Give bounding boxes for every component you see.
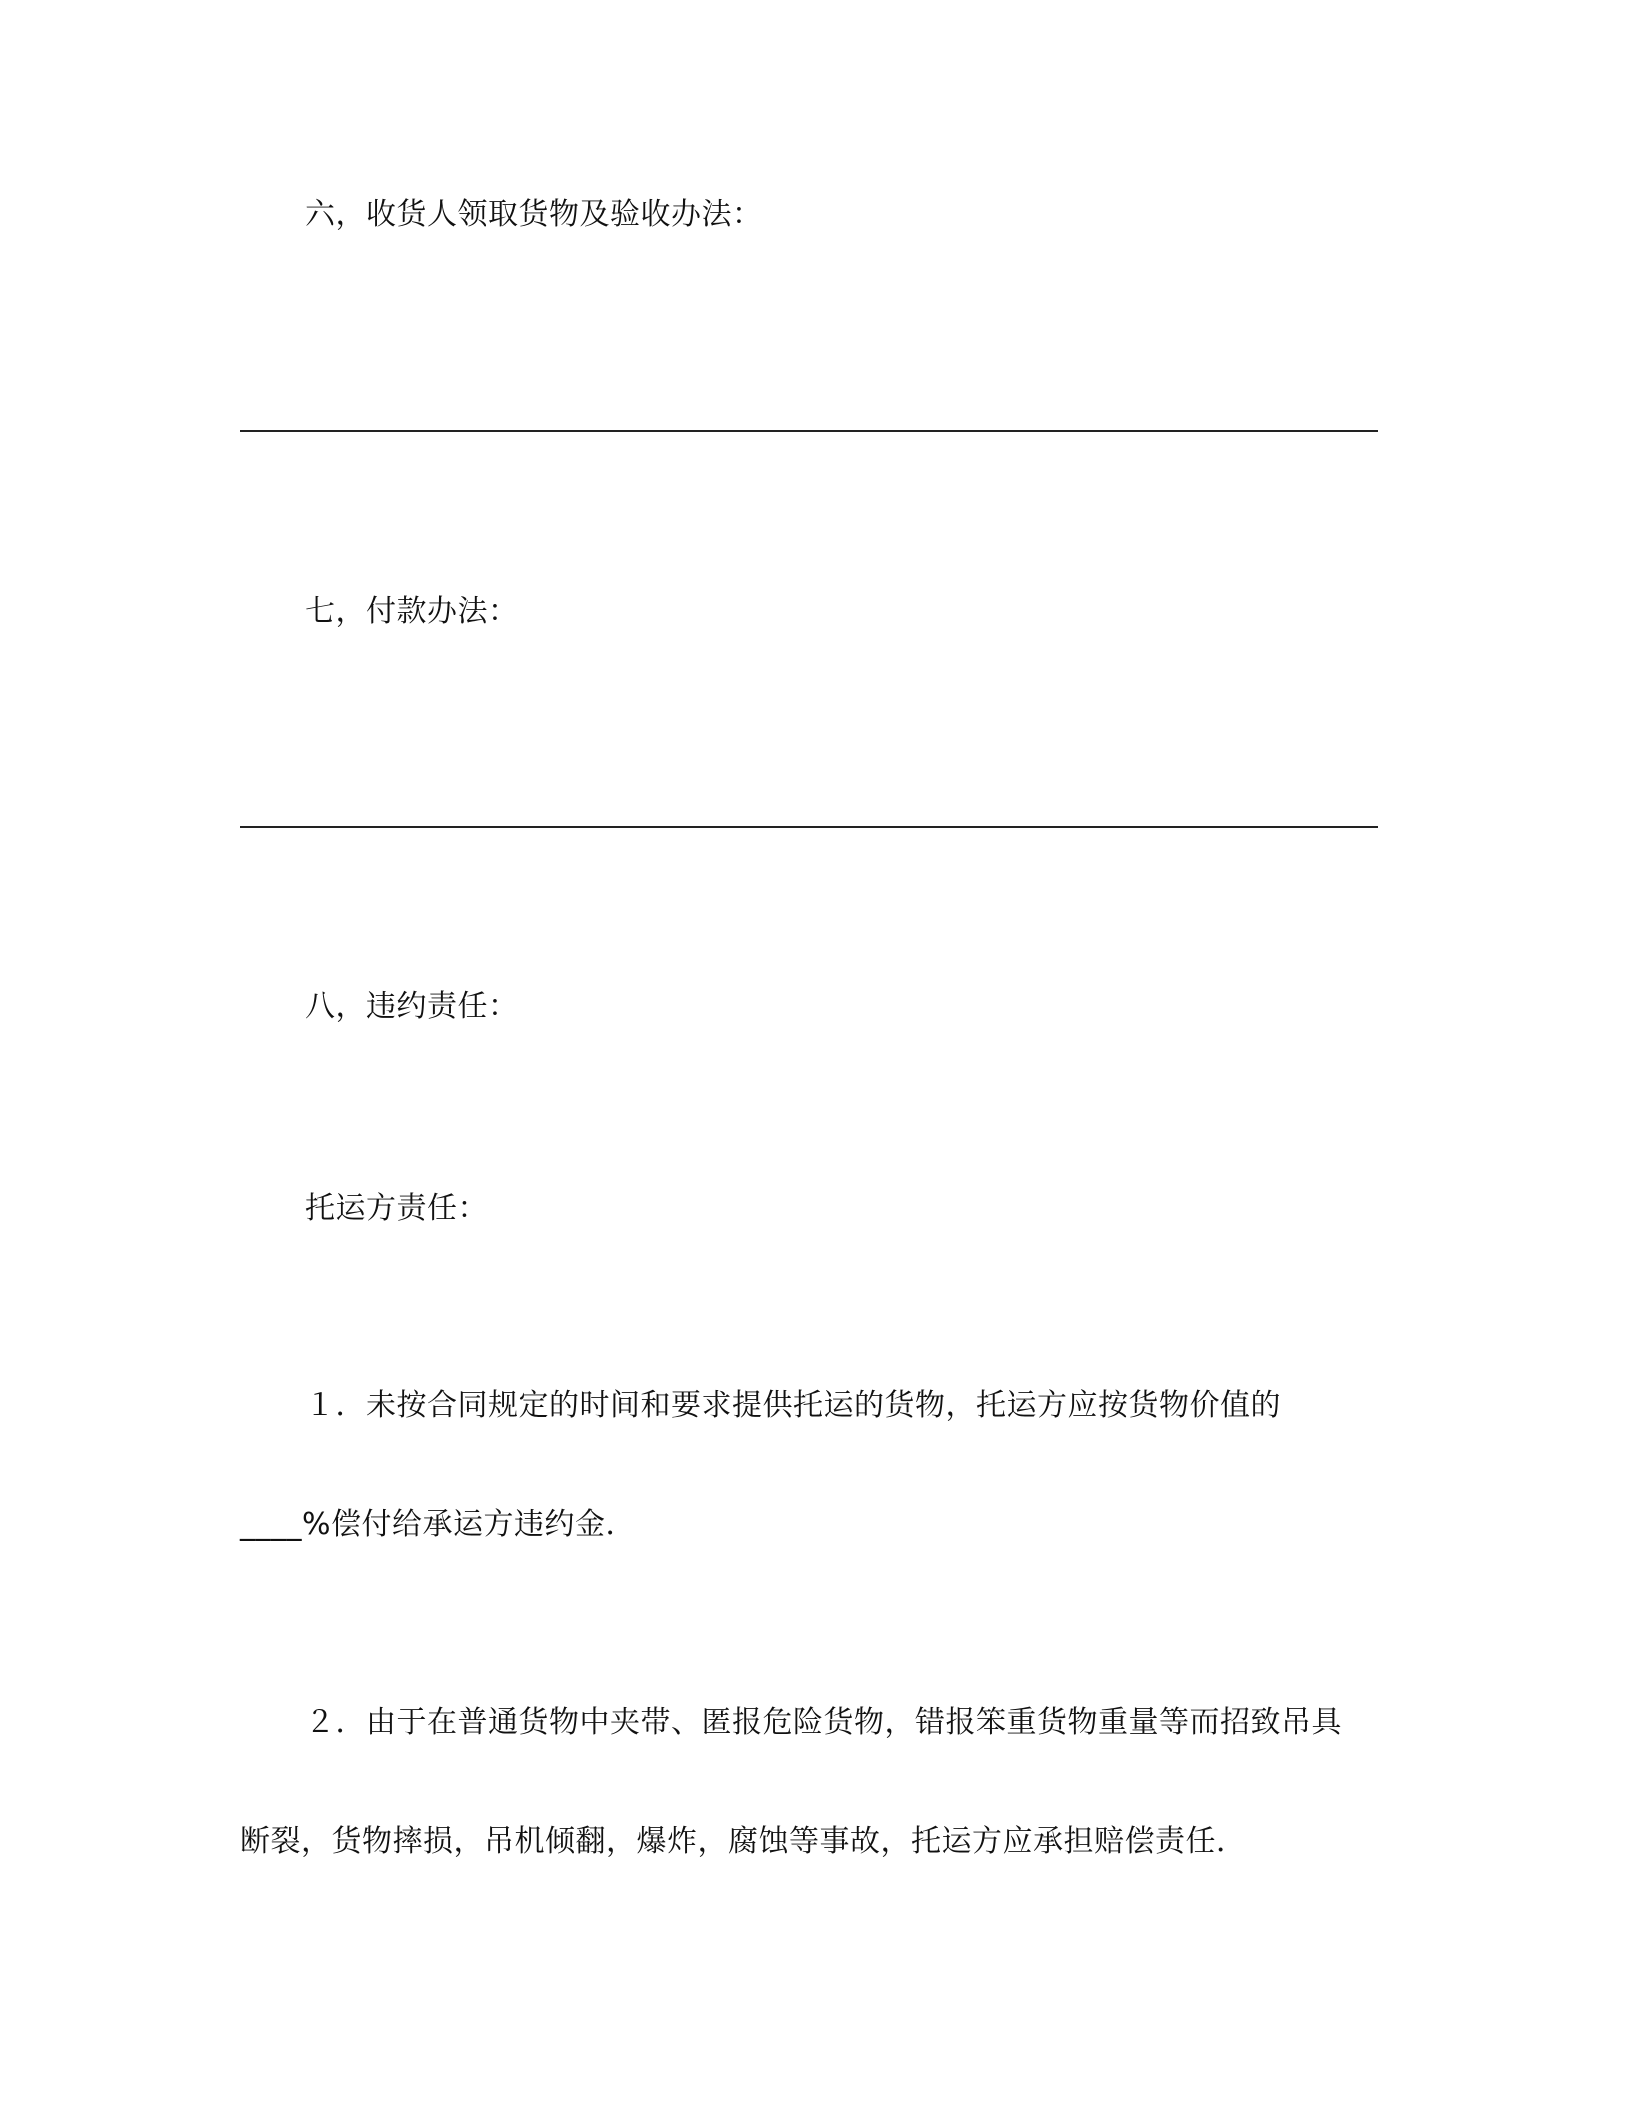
clause-1-line-1: １．未按合同规定的时间和要求提供托运的货物，托运方应按货物价值的 bbox=[305, 1388, 1281, 1423]
section-7-heading: 七，付款办法： bbox=[305, 594, 519, 629]
clause-2-line-1: ２．由于在普通货物中夹带、匿报危险货物，错报笨重货物重量等而招致吊具 bbox=[305, 1705, 1342, 1740]
section-6-heading: 六，收货人领取货物及验收办法： bbox=[305, 197, 763, 232]
clause-2-line-2: 断裂，货物摔损，吊机倾翻，爆炸，腐蚀等事故，托运方应承担赔偿责任． bbox=[240, 1824, 1247, 1859]
fill-in-blank-line-section-7 bbox=[240, 826, 1378, 828]
section-8-heading: 八，违约责任： bbox=[305, 989, 519, 1024]
shipper-liability-heading: 托运方责任： bbox=[305, 1191, 488, 1226]
clause-1-line-2: ____%偿付给承运方违约金． bbox=[240, 1507, 637, 1542]
fill-in-blank-line-section-6 bbox=[240, 430, 1378, 432]
